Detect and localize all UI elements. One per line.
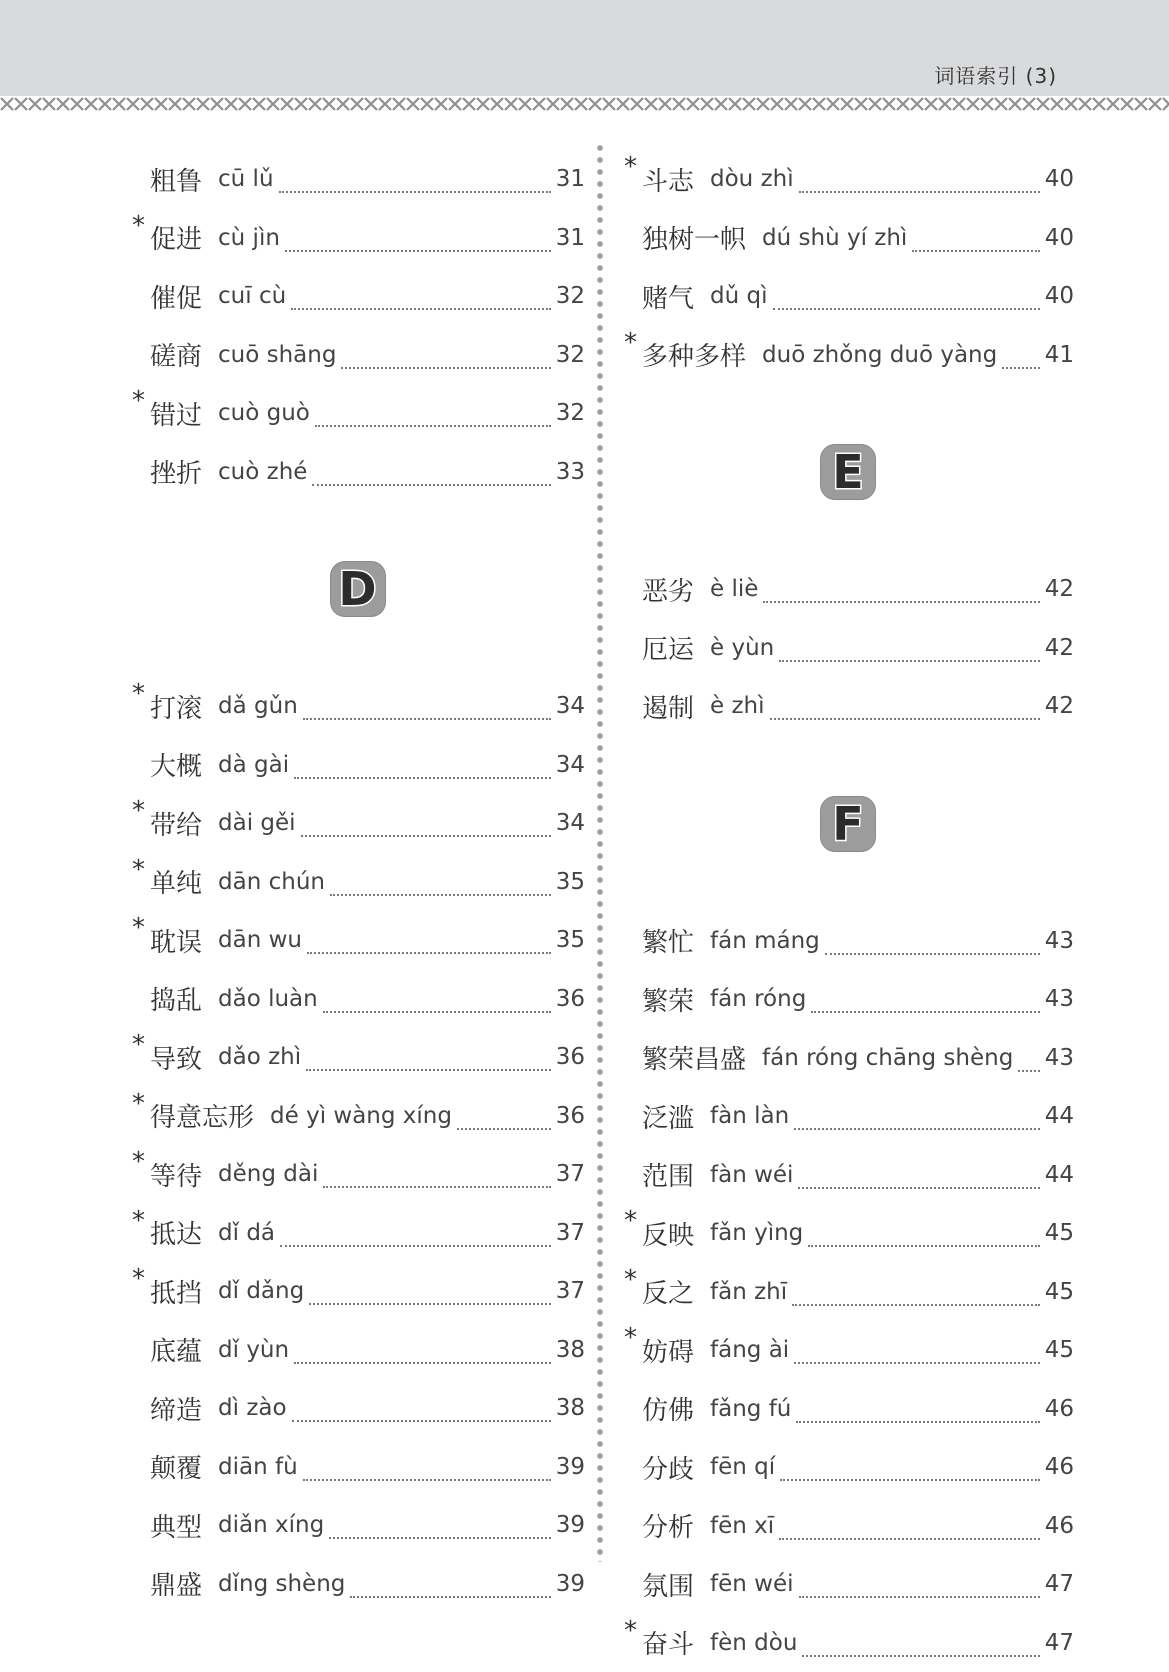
entry-pinyin: cuī cù: [218, 283, 286, 309]
entry-pinyin: dú shù yí zhì: [762, 225, 907, 251]
index-entry: [622, 1146, 1074, 1205]
entry-word: 分歧: [642, 1449, 694, 1486]
entry-page-number: 45: [1045, 1337, 1074, 1363]
entry-page-number: 37: [556, 1278, 585, 1304]
entry-word: 范围: [642, 1156, 694, 1193]
entry-page-number: 42: [1045, 635, 1074, 661]
index-entry: [130, 1438, 585, 1497]
entry-page-number: 34: [556, 693, 585, 719]
asterisk-mark: *: [132, 1206, 145, 1236]
entry-page-number: 36: [556, 1044, 585, 1070]
section-heading-e: [622, 384, 1074, 560]
entry-pinyin: fēn xī: [710, 1513, 774, 1539]
asterisk-mark: *: [132, 1030, 145, 1060]
entry-word: 带给: [150, 805, 202, 842]
entry-pinyin: fǎn yìng: [710, 1220, 803, 1246]
asterisk-mark: *: [132, 913, 145, 943]
dot-leader: [1002, 345, 1039, 369]
index-entry: [130, 1262, 585, 1321]
entry-page-number: 37: [556, 1161, 585, 1187]
section-letter-badge: [331, 562, 385, 616]
asterisk-mark: *: [132, 855, 145, 885]
entry-page-number: 44: [1045, 1162, 1074, 1188]
index-entry: [622, 1438, 1074, 1497]
entry-pinyin: dài gěi: [218, 810, 296, 836]
entry-word: 颠覆: [150, 1448, 202, 1485]
index-entry: [130, 209, 585, 268]
entry-word: 分析: [642, 1507, 694, 1544]
entry-page-number: 46: [1045, 1513, 1074, 1539]
entry-pinyin: fáng ài: [710, 1337, 789, 1363]
entry-pinyin: cuò guò: [218, 400, 310, 426]
entry-page-number: 36: [556, 1103, 585, 1129]
entry-pinyin: dòu zhì: [710, 166, 794, 192]
decorative-border: [0, 96, 1169, 112]
index-entry: [622, 1497, 1074, 1556]
index-entry: [622, 677, 1074, 736]
entry-pinyin: è zhì: [710, 693, 765, 719]
entry-pinyin: dǐ dǎng: [218, 1278, 304, 1304]
entry-word: 泛滥: [642, 1098, 694, 1135]
entry-pinyin: cū lǔ: [218, 166, 274, 192]
index-entry: [130, 384, 585, 443]
entry-word: 繁忙: [642, 922, 694, 959]
entry-word: 典型: [150, 1507, 202, 1544]
dot-leader: [792, 1282, 1040, 1306]
index-entry: [130, 853, 585, 912]
entry-word: 耽误: [150, 922, 202, 959]
entry-pinyin: fēn wéi: [710, 1571, 794, 1597]
entry-page-number: 38: [556, 1337, 585, 1363]
section-letter-badge: [821, 445, 875, 499]
entry-pinyin: è liè: [710, 576, 758, 602]
dot-leader: [808, 1223, 1039, 1247]
entry-pinyin: dān wu: [218, 927, 302, 953]
entry-pinyin: fēn qí: [710, 1454, 775, 1480]
entry-word: 促进: [150, 219, 202, 256]
left-index-column: [130, 150, 585, 1613]
entry-page-number: 35: [556, 869, 585, 895]
entry-page-number: 47: [1045, 1630, 1074, 1656]
dot-leader: [301, 813, 551, 837]
section-letter: D: [338, 566, 376, 612]
index-entry: [622, 912, 1074, 971]
index-entry: [622, 1321, 1074, 1380]
entry-word: 繁荣: [642, 981, 694, 1018]
index-entry: [622, 1555, 1074, 1614]
dot-leader: [811, 989, 1039, 1013]
section-letter: E: [832, 449, 863, 495]
index-entry: [130, 267, 585, 326]
entry-word: 反映: [642, 1215, 694, 1252]
index-entry: [130, 1379, 585, 1438]
index-entry: [622, 1614, 1074, 1672]
entry-page-number: 47: [1045, 1571, 1074, 1597]
dot-leader: [341, 345, 550, 369]
dot-leader: [794, 1106, 1040, 1130]
dot-leader: [291, 286, 551, 310]
entry-pinyin: dǐ dá: [218, 1220, 275, 1246]
entry-page-number: 45: [1045, 1279, 1074, 1305]
dot-leader: [457, 1106, 551, 1130]
asterisk-mark: *: [624, 1323, 637, 1353]
dot-leader: [825, 931, 1040, 955]
index-entry: [130, 1145, 585, 1204]
entry-page-number: 31: [556, 166, 585, 192]
entry-word: 导致: [150, 1039, 202, 1076]
entry-word: 斗志: [642, 161, 694, 198]
entry-word: 氛围: [642, 1566, 694, 1603]
index-entry: [130, 1496, 585, 1555]
index-entry: [130, 1321, 585, 1380]
dot-leader: [798, 1165, 1039, 1189]
dot-leader: [306, 1047, 551, 1071]
entry-page-number: 45: [1045, 1220, 1074, 1246]
asterisk-mark: *: [624, 1206, 637, 1236]
dot-leader: [330, 872, 551, 896]
index-entry: [622, 1087, 1074, 1146]
index-entry: [622, 1029, 1074, 1088]
asterisk-mark: *: [132, 1264, 145, 1294]
index-entry: [622, 1204, 1074, 1263]
section-heading-d: [130, 501, 585, 677]
entry-page-number: 35: [556, 927, 585, 953]
entry-page-number: 44: [1045, 1103, 1074, 1129]
dot-leader: [780, 1457, 1040, 1481]
index-entry: [622, 267, 1074, 326]
entry-pinyin: diān fù: [218, 1454, 298, 1480]
entry-pinyin: dǔ qì: [710, 283, 767, 309]
asterisk-mark: *: [624, 152, 637, 182]
dot-leader: [303, 696, 551, 720]
asterisk-mark: *: [624, 1265, 637, 1295]
entry-word: 单纯: [150, 863, 202, 900]
entry-word: 等待: [150, 1156, 202, 1193]
index-entry: [130, 1028, 585, 1087]
dot-leader: [799, 169, 1040, 193]
asterisk-mark: *: [132, 1089, 145, 1119]
entry-word: 妨碍: [642, 1332, 694, 1369]
entry-pinyin: dà gài: [218, 752, 289, 778]
index-entry: [622, 560, 1074, 619]
entry-word: 仿佛: [642, 1390, 694, 1427]
entry-word: 粗鲁: [150, 161, 202, 198]
entry-page-number: 31: [556, 225, 585, 251]
asterisk-mark: *: [624, 1616, 637, 1646]
entry-word: 捣乱: [150, 980, 202, 1017]
index-entry: [130, 736, 585, 795]
entry-word: 缔造: [150, 1390, 202, 1427]
entry-word: 多种多样: [642, 336, 746, 373]
entry-word: 赌气: [642, 278, 694, 315]
entry-pinyin: cuò zhé: [218, 459, 307, 485]
entry-page-number: 39: [556, 1571, 585, 1597]
entry-word: 大概: [150, 746, 202, 783]
entry-word: 错过: [150, 395, 202, 432]
entry-pinyin: è yùn: [710, 635, 774, 661]
entry-pinyin: cù jìn: [218, 225, 280, 251]
dot-leader: [799, 1574, 1040, 1598]
index-entry: [622, 619, 1074, 678]
entry-word: 恶劣: [642, 571, 694, 608]
asterisk-mark: *: [132, 679, 145, 709]
index-entry: [622, 209, 1074, 268]
index-entry: [622, 326, 1074, 385]
entry-word: 反之: [642, 1273, 694, 1310]
entry-pinyin: cuō shāng: [218, 342, 336, 368]
dot-leader: [303, 1457, 551, 1481]
entry-word: 厄运: [642, 629, 694, 666]
entry-page-number: 40: [1045, 225, 1074, 251]
dot-leader: [763, 579, 1039, 603]
dot-leader: [773, 286, 1040, 310]
entry-word: 遏制: [642, 688, 694, 725]
index-entry: [130, 677, 585, 736]
dot-leader: [315, 403, 551, 427]
entry-page-number: 32: [556, 342, 585, 368]
entry-pinyin: fàn làn: [710, 1103, 789, 1129]
entry-pinyin: děng dài: [218, 1161, 318, 1187]
entry-page-number: 37: [556, 1220, 585, 1246]
entry-page-number: 43: [1045, 986, 1074, 1012]
index-entry: [622, 1263, 1074, 1322]
entry-pinyin: fán róng: [710, 986, 806, 1012]
entry-pinyin: dǎo zhì: [218, 1044, 301, 1070]
index-entry: [622, 1380, 1074, 1439]
section-letter-badge: [821, 797, 875, 851]
entry-pinyin: fèn dòu: [710, 1630, 797, 1656]
entry-word: 鼎盛: [150, 1565, 202, 1602]
entry-pinyin: fàn wéi: [710, 1162, 793, 1188]
index-entry: [130, 443, 585, 502]
asterisk-mark: *: [132, 211, 145, 241]
dot-leader: [323, 1164, 550, 1188]
dot-leader: [294, 1340, 551, 1364]
dot-leader: [350, 1574, 550, 1598]
entry-word: 催促: [150, 278, 202, 315]
entry-page-number: 43: [1045, 928, 1074, 954]
asterisk-mark: *: [132, 386, 145, 416]
entry-pinyin: dǎo luàn: [218, 986, 318, 1012]
entry-page-number: 32: [556, 283, 585, 309]
entry-page-number: 33: [556, 459, 585, 485]
entry-word: 打滚: [150, 688, 202, 725]
dot-leader: [796, 1399, 1039, 1423]
entry-pinyin: duō zhǒng duō yàng: [762, 342, 997, 368]
entry-page-number: 39: [556, 1454, 585, 1480]
dot-leader: [312, 462, 550, 486]
entry-pinyin: dé yì wàng xíng: [270, 1103, 452, 1129]
entry-page-number: 40: [1045, 283, 1074, 309]
entry-page-number: 43: [1045, 1045, 1074, 1071]
entry-word: 抵达: [150, 1214, 202, 1251]
entry-page-number: 32: [556, 400, 585, 426]
section-letter: F: [832, 801, 863, 847]
entry-pinyin: fán róng chāng shèng: [762, 1045, 1013, 1071]
dot-leader: [307, 930, 551, 954]
column-divider: [596, 142, 604, 1562]
entry-word: 繁荣昌盛: [642, 1039, 746, 1076]
dot-leader: [329, 1515, 551, 1539]
entry-page-number: 34: [556, 810, 585, 836]
entry-word: 奋斗: [642, 1624, 694, 1661]
entry-page-number: 34: [556, 752, 585, 778]
entry-page-number: 36: [556, 986, 585, 1012]
index-entry: [622, 970, 1074, 1029]
entry-pinyin: dǐ yùn: [218, 1337, 289, 1363]
dot-leader: [770, 696, 1040, 720]
entry-word: 抵挡: [150, 1273, 202, 1310]
asterisk-mark: *: [624, 328, 637, 358]
entry-pinyin: fán máng: [710, 928, 820, 954]
dot-leader: [279, 169, 551, 193]
dot-leader: [912, 228, 1039, 252]
entry-page-number: 41: [1045, 342, 1074, 368]
asterisk-mark: *: [132, 1147, 145, 1177]
entry-word: 挫折: [150, 453, 202, 490]
entry-word: 底蕴: [150, 1331, 202, 1368]
entry-word: 独树一帜: [642, 219, 746, 256]
index-entry: [130, 1204, 585, 1263]
dot-leader: [292, 1398, 551, 1422]
index-entry: [130, 794, 585, 853]
entry-pinyin: fǎng fú: [710, 1396, 791, 1422]
dot-leader: [779, 638, 1039, 662]
entry-word: 得意忘形: [150, 1097, 254, 1134]
dot-leader: [280, 1223, 551, 1247]
entry-pinyin: dān chún: [218, 869, 325, 895]
index-entry: [130, 326, 585, 385]
index-entry: [622, 150, 1074, 209]
dot-leader: [309, 1281, 551, 1305]
dot-leader: [323, 989, 551, 1013]
entry-pinyin: dǎ gǔn: [218, 693, 298, 719]
dot-leader: [1018, 1048, 1039, 1072]
right-index-column: [622, 150, 1074, 1672]
entry-page-number: 42: [1045, 693, 1074, 719]
dot-leader: [802, 1633, 1039, 1657]
index-entry: [130, 970, 585, 1029]
index-entry: [130, 911, 585, 970]
entry-page-number: 46: [1045, 1396, 1074, 1422]
entry-page-number: 38: [556, 1395, 585, 1421]
entry-page-number: 42: [1045, 576, 1074, 602]
dot-leader: [285, 228, 551, 252]
entry-pinyin: dǐng shèng: [218, 1571, 345, 1597]
index-entry: [130, 150, 585, 209]
index-entry: [130, 1555, 585, 1614]
entry-pinyin: diǎn xíng: [218, 1512, 324, 1538]
asterisk-mark: *: [132, 796, 145, 826]
entry-word: 磋商: [150, 336, 202, 373]
entry-page-number: 46: [1045, 1454, 1074, 1480]
entry-pinyin: dì zào: [218, 1395, 287, 1421]
page-title: 词语索引 (3): [934, 60, 1057, 89]
dot-leader: [294, 755, 551, 779]
dot-leader: [779, 1516, 1040, 1540]
index-entry: [130, 1087, 585, 1146]
entry-pinyin: fǎn zhī: [710, 1279, 787, 1305]
entry-page-number: 40: [1045, 166, 1074, 192]
entry-page-number: 39: [556, 1512, 585, 1538]
section-heading-f: [622, 736, 1074, 912]
dot-leader: [794, 1340, 1040, 1364]
